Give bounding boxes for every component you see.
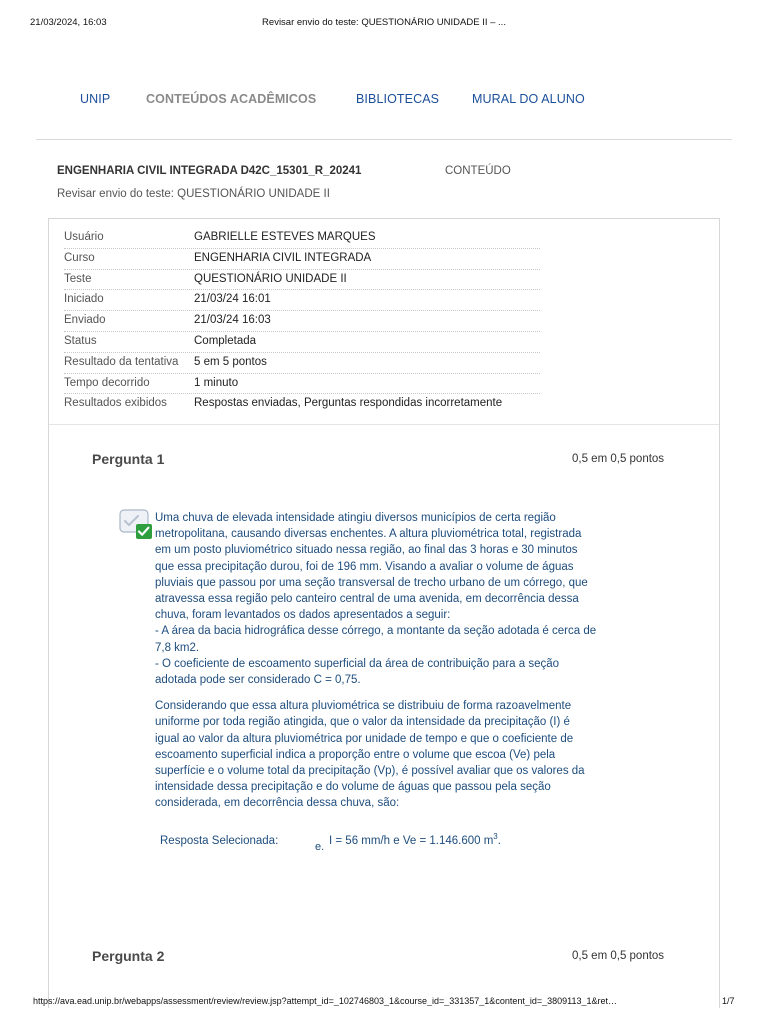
- print-footer: [0, 996, 768, 1010]
- info-label: Iniciado: [64, 293, 104, 306]
- text-line: - A área da bacia hidrográfica desse córrego, a montante da seção adotada é cerca de: [155, 625, 597, 638]
- breadcrumb-course[interactable]: ENGENHARIA CIVIL INTEGRADA D42C_15301_R_20241: [57, 165, 362, 177]
- text-line: metropolitana, causando diversas enchentes. A altura pluviométrica total, registrada: [155, 528, 582, 541]
- correct-check-icon: [118, 508, 154, 540]
- answer-end: .: [497, 835, 501, 847]
- info-value: 21/03/24 16:01: [194, 293, 271, 306]
- info-row-iniciado: [64, 290, 540, 311]
- question-1-points: 0,5 em 0,5 pontos: [572, 453, 665, 465]
- print-title: Revisar envio do teste: QUESTIONÁRIO UNIDADE II – ...: [262, 17, 506, 28]
- info-row-usuario: [64, 228, 540, 249]
- info-label: Tempo decorrido: [64, 376, 150, 389]
- question-2-title: Pergunta 2: [92, 948, 165, 964]
- attempt-info-table: [64, 228, 540, 415]
- text-line: escoamento superficial indica a proporção entre o volume que escoa (Ve) pela: [155, 748, 556, 761]
- info-label: Resultado da tentativa: [64, 355, 179, 368]
- info-label: Status: [64, 334, 97, 347]
- nav-bibliotecas[interactable]: BIBLIOTECAS: [356, 92, 440, 106]
- nav-divider: [36, 139, 732, 140]
- nav-conteudos-academicos[interactable]: CONTEÚDOS ACADÊMICOS: [146, 92, 317, 106]
- info-row-enviado: [64, 311, 540, 332]
- info-row-teste: [64, 270, 540, 291]
- info-label: Curso: [64, 251, 95, 264]
- question-1-paragraph-1: [155, 510, 655, 688]
- info-value: Respostas enviadas, Perguntas respondidas incorretamente: [194, 397, 503, 410]
- text-line: atravessa essa região pelo canteiro central de uma avenida, em decorrência dessa: [155, 593, 579, 606]
- info-row-tempo: [64, 374, 540, 395]
- answer-main: I = 56 mm/h e Ve = 1.146.600 m: [329, 835, 494, 847]
- print-datetime: 21/03/2024, 16:03: [30, 17, 107, 28]
- text-line: considerada, em decorrência dessa chuva, são:: [155, 797, 400, 810]
- question-1-title: Pergunta 1: [92, 451, 165, 467]
- info-value: 1 minuto: [194, 376, 239, 389]
- text-line: superfície e o volume total da precipitação (Vp), é possível avaliar que os valores da: [155, 765, 585, 778]
- nav-unip[interactable]: UNIP: [80, 92, 111, 106]
- text-line: em um posto pluviométrico situado nessa região, ao final das 3 horas e 30 minutos: [155, 544, 578, 557]
- print-url: https://ava.ead.unip.br/webapps/assessment/review/review.jsp?attempt_id=_102746803_1&course_id=_331357_1&content_id=_3809113_1&ret…: [33, 996, 617, 1006]
- text-line: que essa precipitação durou, foi de 196 mm. Visando a avaliar o volume de águas: [155, 560, 574, 573]
- selected-answer-letter: e.: [315, 841, 325, 853]
- section-divider: [49, 424, 719, 425]
- info-label: Resultados exibidos: [64, 397, 167, 410]
- info-value: 21/03/24 16:03: [194, 314, 271, 327]
- text-line: igual ao valor da altura pluviométrica por unidade de tempo e que o coeficiente de: [155, 732, 574, 745]
- text-line: uniforme por toda região atingida, que o valor da intensidade da precipitação (I) é: [155, 716, 570, 729]
- question-1-paragraph-2: [155, 698, 655, 811]
- info-row-curso: [64, 249, 540, 270]
- question-2-points: 0,5 em 0,5 pontos: [572, 950, 665, 962]
- info-value: QUESTIONÁRIO UNIDADE II: [194, 272, 347, 285]
- breadcrumb-content[interactable]: CONTEÚDO: [445, 165, 511, 177]
- info-label: Teste: [64, 272, 92, 285]
- text-line: Uma chuva de elevada intensidade atingiu diversos municípios de certa região: [155, 512, 556, 524]
- nav-mural-do-aluno[interactable]: MURAL DO ALUNO: [472, 92, 585, 106]
- text-line: chuva, foram levantados os dados apresentados a seguir:: [155, 609, 451, 622]
- info-value: ENGENHARIA CIVIL INTEGRADA: [194, 251, 372, 264]
- info-label: Enviado: [64, 314, 106, 327]
- selected-answer-label: Resposta Selecionada:: [160, 835, 279, 847]
- top-navigation: [0, 92, 768, 112]
- text-line: Considerando que essa altura pluviométrica se distribuiu de forma razoavelmente: [155, 700, 572, 713]
- info-label: Usuário: [64, 231, 104, 243]
- text-line: pluviais que passou por uma seção transversal de trecho urbano de um córrego, que: [155, 576, 588, 589]
- print-header: [0, 0, 768, 40]
- info-row-resultado: [64, 353, 540, 374]
- text-line: 7,8 km2.: [155, 641, 200, 654]
- info-value: GABRIELLE ESTEVES MARQUES: [194, 231, 376, 243]
- info-row-resultados-exibidos: [64, 394, 540, 415]
- text-line: adotada pode ser considerado C = 0,75.: [155, 674, 361, 687]
- info-value: 5 em 5 pontos: [194, 355, 267, 368]
- selected-answer-text: [329, 832, 501, 847]
- text-line: intensidade dessa precipitação e do volume de águas que passou pela seção: [155, 781, 551, 794]
- text-line: - O coeficiente de escoamento superficial da área de contribuição para a seção: [155, 657, 560, 670]
- page-title: Revisar envio do teste: QUESTIONÁRIO UNIDADE II: [57, 188, 330, 200]
- info-value: Completada: [194, 334, 257, 347]
- print-page-number: 1/7: [722, 996, 735, 1006]
- question-1-text: [155, 510, 655, 812]
- info-row-status: [64, 332, 540, 353]
- answer-superscript: 3: [493, 832, 498, 842]
